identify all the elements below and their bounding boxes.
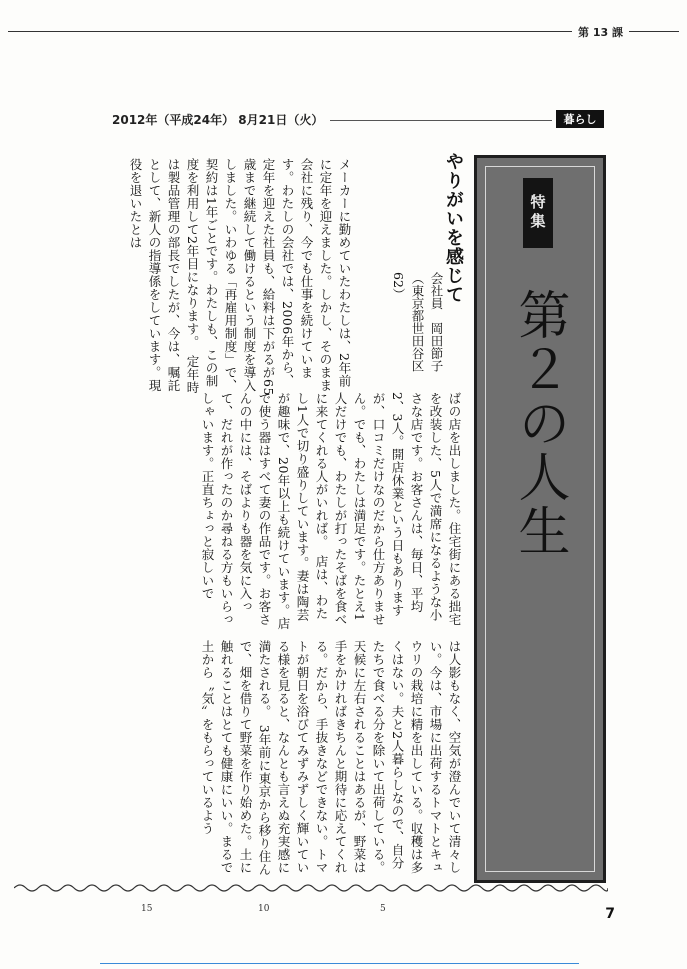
date-rule xyxy=(330,120,552,121)
line-number: 10 xyxy=(258,904,270,914)
feature-title: 第２の人生 xyxy=(509,288,569,558)
article-column-1: メーカーに勤めていたわたしは、2年前に定年を迎えました。しかし、そのまま会社に残り、今でも仕事を続けています。わたしの会社では、2006年から、定年を迎えた社員も、給料は下がるが65歳まで継続して働けるという制度を導入しました。いわゆる「再雇用制度」で、契約は1年ごとです。わたしも、この制度を利用して2年目になります。 定年時は製品管理の部長でしたが、今は、嘱託として、新人の指導係をしています。現役を退いたとは xyxy=(128,158,352,396)
line-number: 5 xyxy=(380,904,386,914)
article-column-3: は人影もなく、空気が澄んでいて清々しい。今は、市場に出荷するトマトとキュウリの栽培に精を出している。収穫は多くはない。夫と2人暮らしなので、自分たちで食べる分を除いて出荷している。天候に左右されることはあるが、野菜は手をかければきちんと期待に応えてくれる。だから、手抜きなどできない。トマトが朝日を浴びてみずみずしく輝いている様を見ると、なんとも言えぬ充実感に満たされる。 3年前に東京から移り住んで、畑を借りて野菜を作り始めた。土に触れることはとても健康にいい。まるで土から〝気〟をもらっているよう xyxy=(200,640,462,877)
bottom-line xyxy=(100,963,579,964)
article-column-2: ばの店を出しました。住宅街にある拙宅を改装した、5人で満席になるような小さな店です。お客さんは、毎日、平均2、3人。開店休業という日もありますが、口コミだけなのだから仕方ありません。でも、わたしは満足です。たとえ1人だけでも、わたしが打ったそばを食べに来てくれる人がいれば。 店は、わたし1人で切り盛りしています。妻は陶芸が趣味で、20年以上も続けています。店で使う器はすべて妻の作品です。お客さんの中には、そばよりも器を気に入って、だれが作ったのか尋ねる方もいらっしゃいます。正直ちょっと寂しいで xyxy=(200,392,462,630)
wavy-divider xyxy=(14,880,608,896)
feature-panel xyxy=(474,155,606,883)
feature-label: 特集 xyxy=(523,178,553,248)
line-number: 15 xyxy=(141,904,153,914)
author-location: （東京都世田谷区 62） xyxy=(391,272,425,385)
author-role: 会社員 岡田節子 xyxy=(429,272,444,372)
page-number: 7 xyxy=(605,906,615,922)
author-block xyxy=(374,272,446,392)
category-tag: 暮らし xyxy=(556,110,604,128)
article-title: やりがいを感じて xyxy=(443,152,464,304)
issue-date: 2012年（平成24年） 8月21日（火） xyxy=(112,113,324,127)
lesson-label: 第 13 課 xyxy=(572,24,629,40)
